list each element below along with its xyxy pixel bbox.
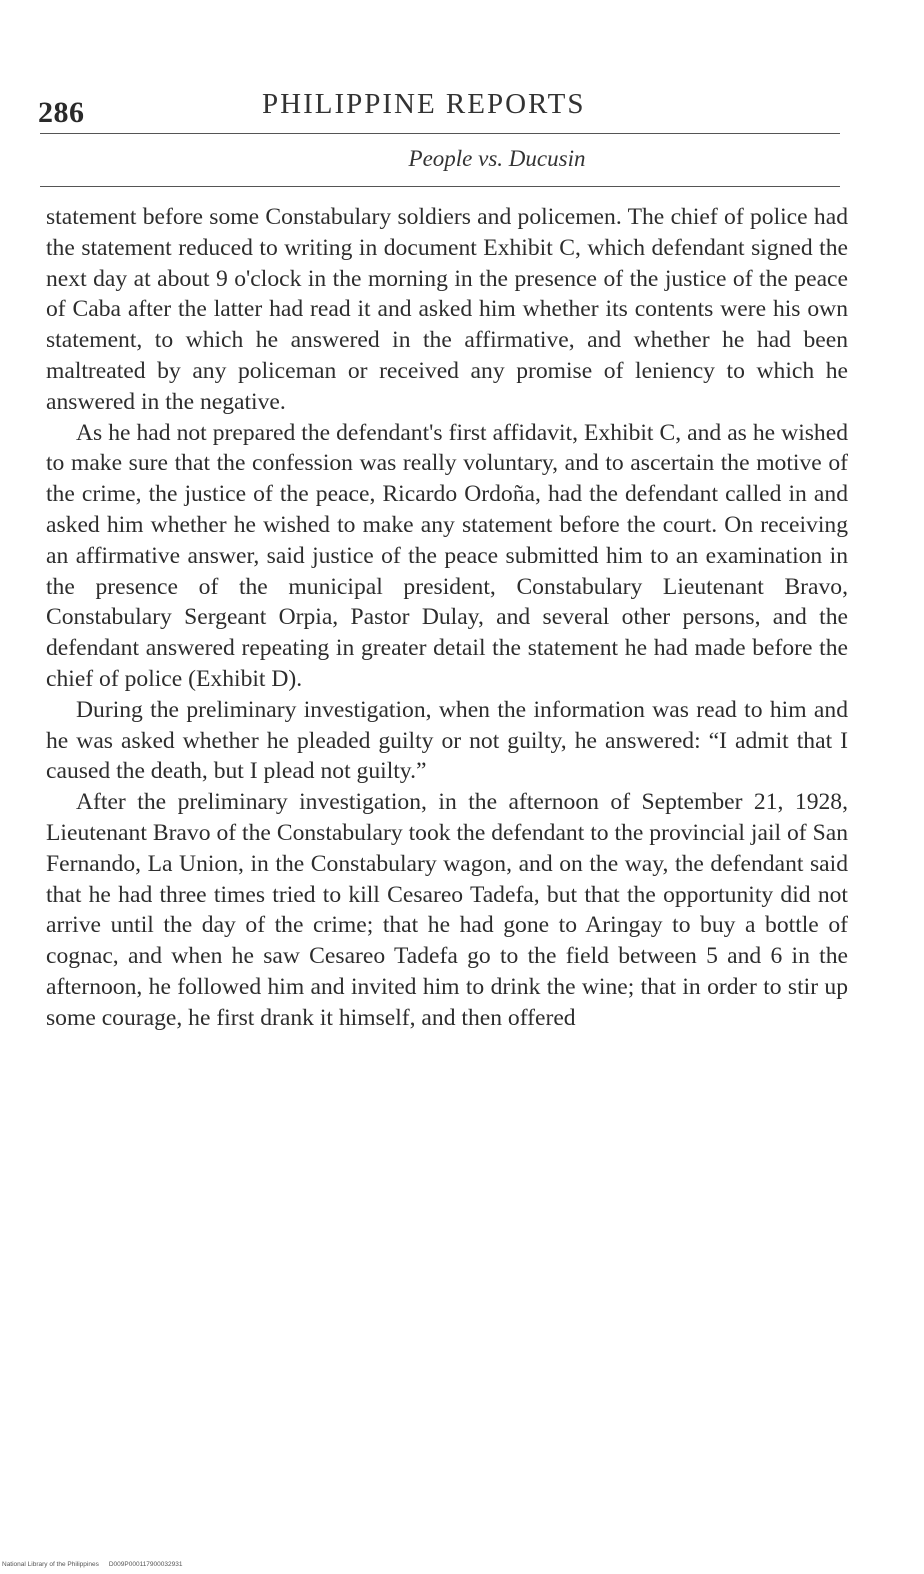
paragraph: After the preliminary investigation, in the afternoon of September 21, 1928, Lieutenant Bravo of the Constabulary took the defendant to the provincial jail of San Fernando, La Union, in the Constabulary wagon, and on the way, the defendant said that he had three times tried to kill Cesareo Tadefa, but that the opportunity did not arrive until the day of the crime; that he had gone to Aringay to buy a bottle of cognac, and when he saw Cesareo Tadefa go to the field between 5 and 6 in the afternoon, he followed him and invited him to drink the wine; that in order to stir up some courage, he first drank it himself, and then offered (46, 789, 848, 1031)
running-head: PHILIPPINE REPORTS (262, 88, 586, 120)
paragraph: During the preliminary investigation, when the information was read to him and he was asked whether he pleaded guilty or not guilty, he answered: “I admit that I caused the death, but I plead not guilty.” (46, 696, 848, 785)
page-number: 286 (38, 96, 85, 129)
footer-library: National Library of the Philippines (2, 1561, 99, 1568)
header-rule-top (40, 133, 840, 134)
footer-catalog-id: D009P000117900032931 (108, 1561, 183, 1568)
case-title-text: People vs. Ducusin (408, 146, 586, 171)
case-title (0, 146, 924, 172)
paragraph: statement before some Constabulary soldiers and policemen. The chief of police had the statement reduced to writing in document Exhibit C, which defendant signed the next day at about 9 o'clock in the morning in the presence of the justice of the peace of Caba after the latter had read it and asked him whether its contents were his own statement, to which he answered in the affirmative, and whether he had been maltreated by any policeman or received any promise of leniency to which he answered in the negative. (46, 204, 848, 415)
paragraph: As he had not prepared the defendant's first affidavit, Exhibit C, and as he wished to make sure that the confession was really voluntary, and to ascertain the motive of the crime, the justice of the peace, Ricardo Ordoña, had the defendant called in and asked him whether he wished to make any statement before the court. On receiving an affirmative answer, said justice of the peace submitted him to an examination in the presence of the municipal president, Constabulary Lieutenant Bravo, Constabulary Sergeant Orpia, Pastor Dulay, and several other persons, and the defendant answered repeating in greater detail the statement he had made before the chief of police (Exhibit D). (46, 419, 848, 692)
scan-footer (2, 1561, 182, 1568)
body-text (46, 202, 848, 1034)
header-rule-bottom (40, 186, 840, 187)
